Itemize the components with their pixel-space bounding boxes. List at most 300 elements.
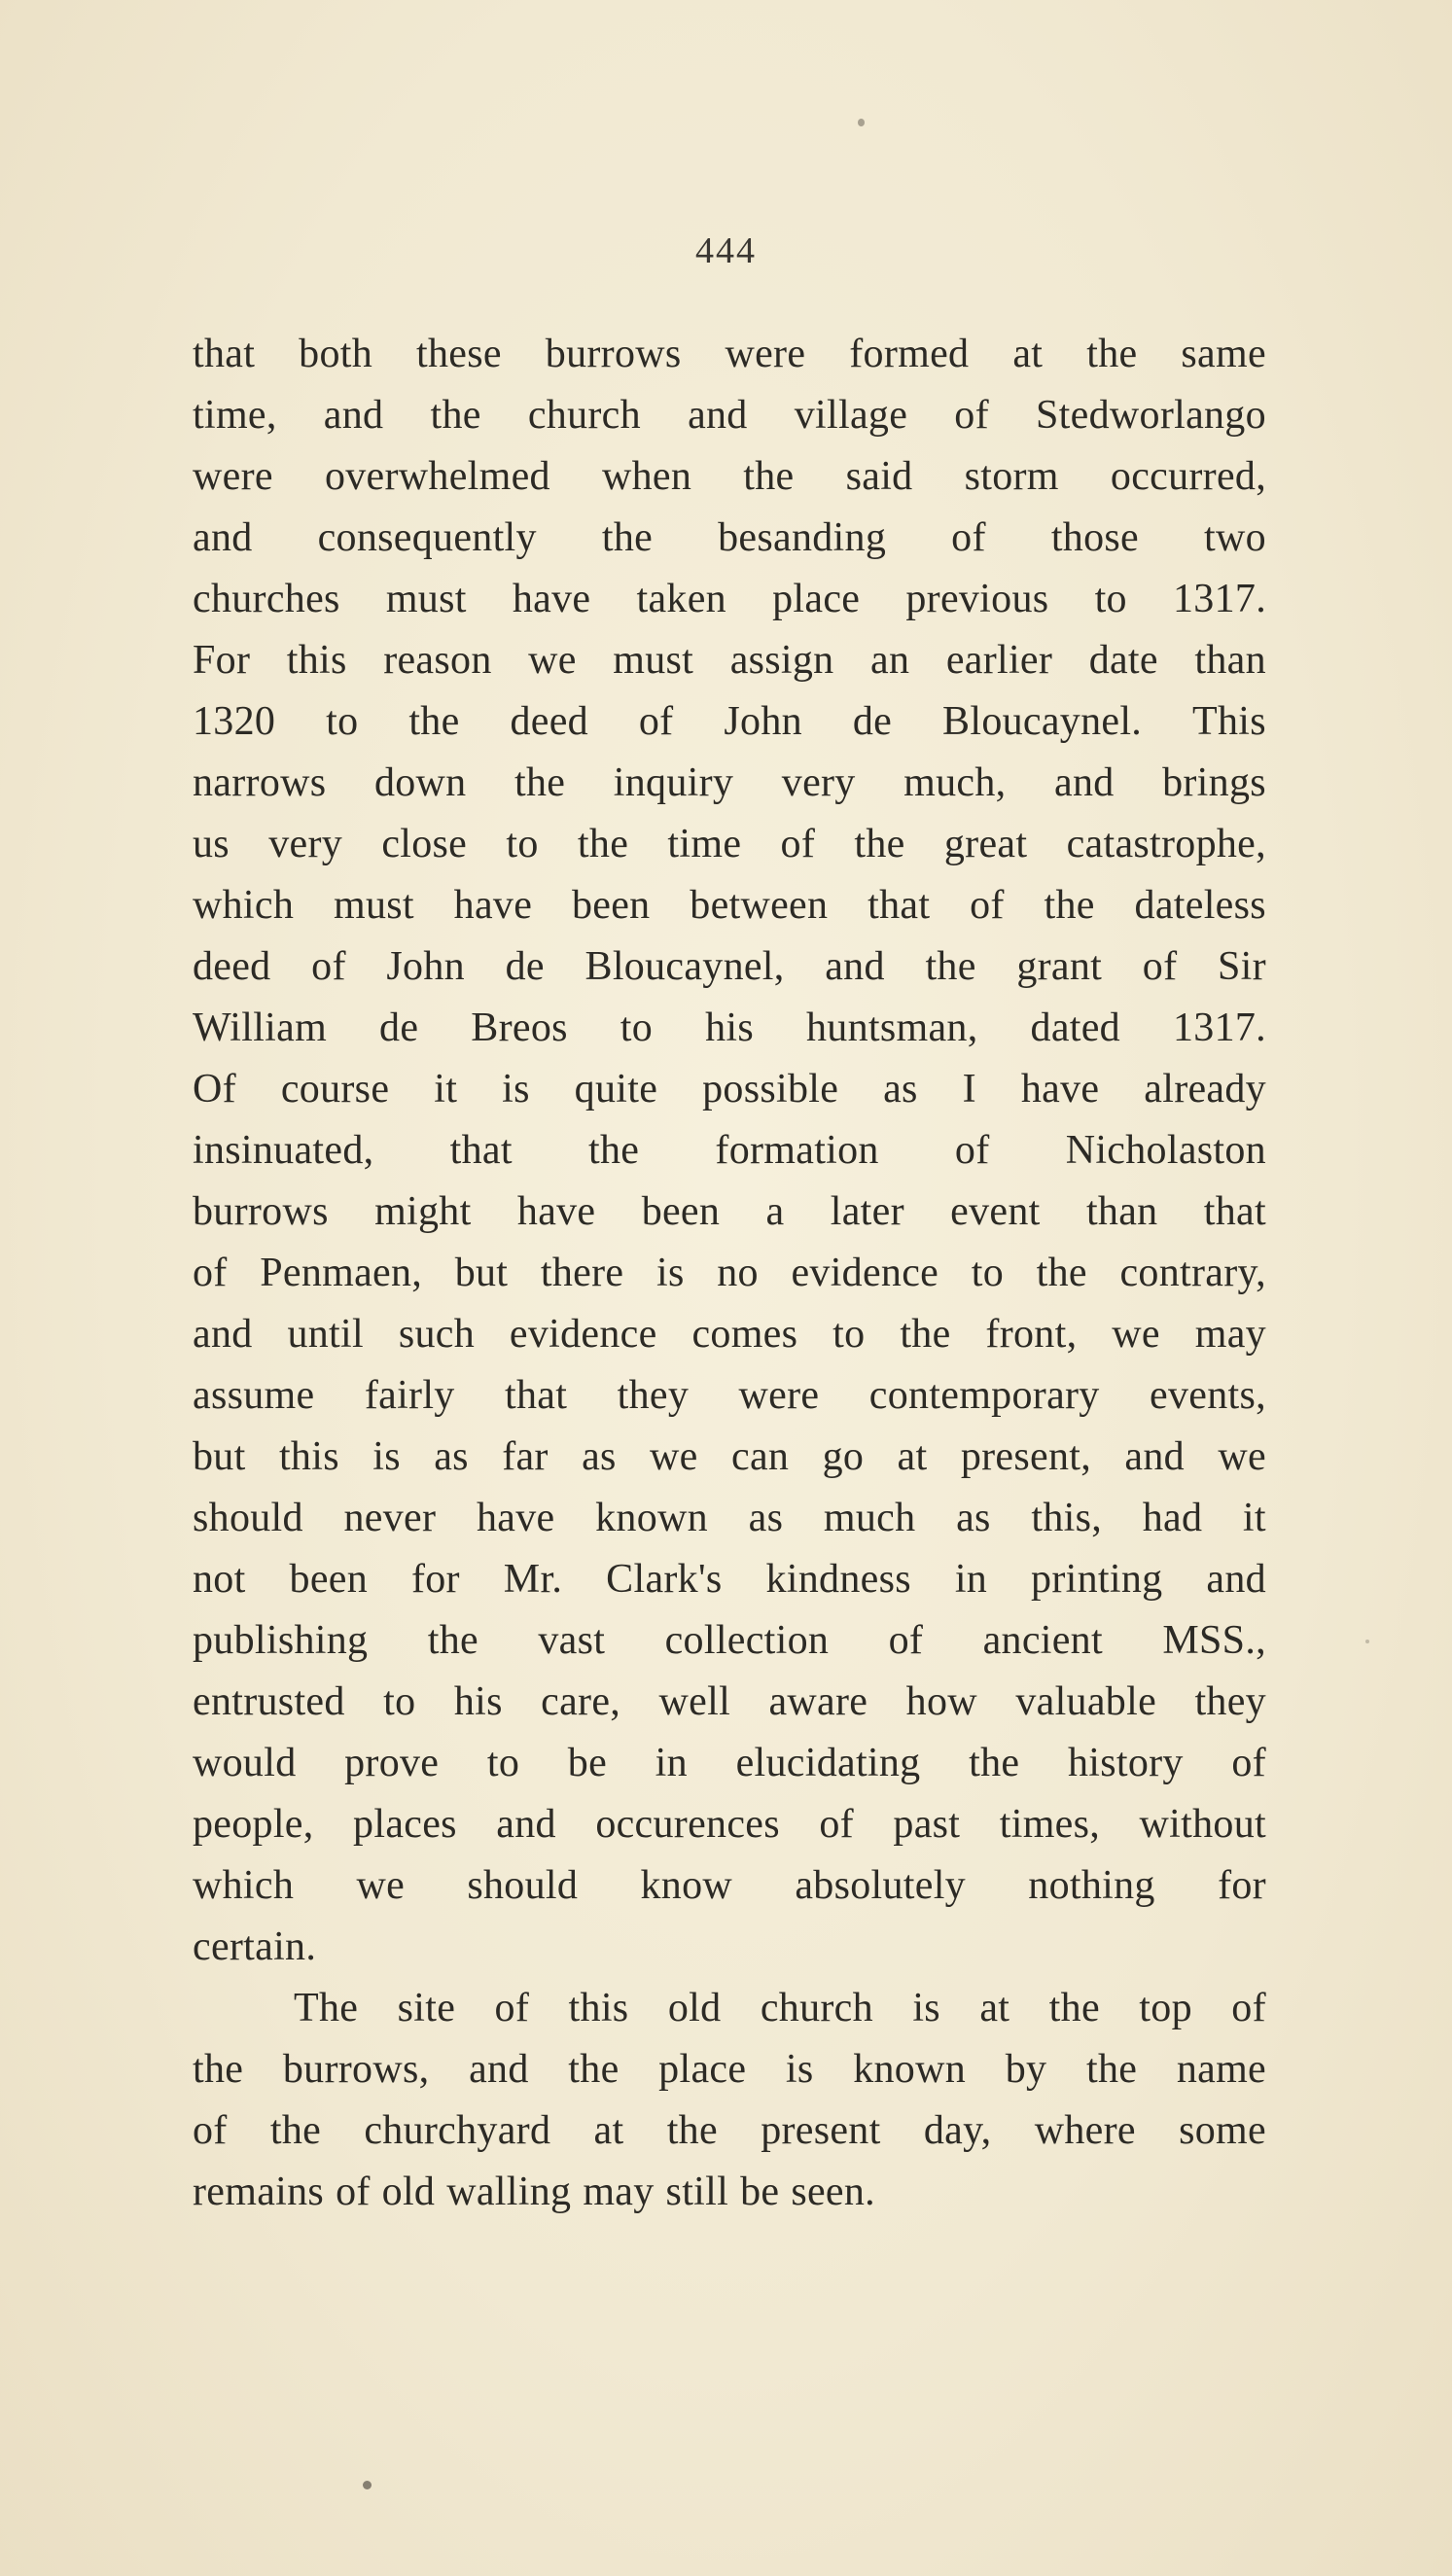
word: the <box>1048 1986 1100 2030</box>
word: how <box>905 1679 977 1724</box>
word: and <box>323 393 384 438</box>
word: the <box>969 1741 1020 1785</box>
word: as <box>956 1496 991 1540</box>
word: reason <box>383 638 492 683</box>
word: certain. <box>193 1924 317 1969</box>
word: much <box>823 1496 916 1540</box>
word: present <box>761 2108 881 2153</box>
text-line <box>193 1855 1266 1917</box>
word: John <box>386 944 465 989</box>
word: to <box>506 822 539 866</box>
word: printing <box>1031 1557 1163 1602</box>
word: have <box>512 577 591 621</box>
word: This <box>1192 699 1266 744</box>
word: churchyard <box>364 2108 551 2153</box>
word: the <box>743 454 795 499</box>
word: 1320 <box>193 699 276 744</box>
word: publishing <box>193 1618 369 1663</box>
word: until <box>287 1312 364 1357</box>
text-line <box>193 1427 1266 1488</box>
word: time <box>667 822 742 866</box>
word: the <box>1085 2047 1138 2092</box>
word: is <box>372 1434 401 1479</box>
word: both <box>299 332 373 376</box>
word: The <box>294 1986 359 2030</box>
word: never <box>343 1496 437 1540</box>
word: were <box>738 1373 820 1418</box>
word: to <box>620 1006 654 1050</box>
word: kindness <box>765 1557 911 1602</box>
word: dateless <box>1134 883 1266 928</box>
word: evidence <box>509 1312 657 1357</box>
word: for <box>410 1557 460 1602</box>
ink-speck <box>858 119 865 126</box>
word: far <box>502 1434 549 1479</box>
word: which <box>193 883 295 928</box>
word: down <box>373 760 467 805</box>
word: seen. <box>791 2170 875 2214</box>
word: much, <box>903 760 1007 805</box>
word: of <box>819 1802 854 1847</box>
word: of <box>1231 1986 1266 2030</box>
word: this <box>278 1434 339 1479</box>
word: of <box>494 1986 530 2030</box>
word: church <box>760 1986 873 2030</box>
word: which <box>193 1863 295 1908</box>
word: to <box>486 1741 520 1785</box>
word: church <box>527 393 641 438</box>
word: this <box>568 1986 629 2030</box>
word: of <box>638 699 674 744</box>
text-line <box>193 569 1266 630</box>
word: close <box>381 822 468 866</box>
word: of <box>951 515 986 560</box>
word: and <box>193 515 253 560</box>
text-line <box>193 1978 1266 2039</box>
word: still <box>665 2170 729 2214</box>
word: they <box>1194 1679 1266 1724</box>
word: valuable <box>1015 1679 1157 1724</box>
text-line <box>193 1304 1266 1365</box>
text-line <box>193 2162 1266 2223</box>
word: the <box>430 393 481 438</box>
word: of <box>780 822 816 866</box>
text-line <box>193 1610 1266 1672</box>
word: old <box>381 2170 436 2214</box>
word: besanding <box>718 515 887 560</box>
word: history <box>1067 1741 1184 1785</box>
word: to <box>971 1251 1005 1295</box>
word: we <box>650 1434 698 1479</box>
word: deed <box>193 944 271 989</box>
word: to <box>1094 577 1127 621</box>
word: consequently <box>317 515 537 560</box>
word: were <box>193 454 273 499</box>
ink-speck <box>363 2481 372 2489</box>
word: vast <box>538 1618 606 1663</box>
word: of <box>193 1251 228 1295</box>
word: walling <box>446 2170 572 2214</box>
word: we <box>356 1863 406 1908</box>
text-line <box>193 1549 1266 1610</box>
word: Sir <box>1218 944 1266 989</box>
word: as <box>582 1434 617 1479</box>
word: at <box>979 1986 1010 2030</box>
word: care, <box>541 1679 621 1724</box>
word: collection <box>664 1618 830 1663</box>
word: of <box>954 1128 990 1173</box>
word: at <box>897 1434 928 1479</box>
word: the <box>408 699 460 744</box>
word: Bloucaynel, <box>584 944 785 989</box>
word: where <box>1034 2108 1136 2153</box>
text-line <box>193 875 1266 936</box>
word: have <box>453 883 533 928</box>
word: can <box>731 1434 790 1479</box>
word: MSS., <box>1162 1618 1266 1663</box>
word: contrary, <box>1119 1251 1266 1295</box>
word: course <box>280 1067 390 1112</box>
text-line <box>193 1794 1266 1855</box>
word: village <box>794 393 908 438</box>
word: by <box>1005 2047 1047 2092</box>
body-text <box>193 324 1266 2223</box>
word: nothing <box>1028 1863 1155 1908</box>
word: ancient <box>982 1618 1103 1663</box>
word: to <box>832 1312 866 1357</box>
word: storm <box>964 454 1059 499</box>
word: time, <box>193 393 277 438</box>
word: than <box>1085 1189 1158 1234</box>
word: the <box>577 822 629 866</box>
word: inquiry <box>613 760 734 805</box>
word: great <box>943 822 1028 866</box>
word: 1317. <box>1173 577 1266 621</box>
word: already <box>1144 1067 1266 1112</box>
word: that <box>449 1128 513 1173</box>
word: to <box>383 1679 416 1724</box>
text-line <box>193 998 1266 1059</box>
word: of <box>1142 944 1178 989</box>
text-line <box>193 1733 1266 1794</box>
word: have <box>476 1496 555 1540</box>
word: burrows <box>193 1189 329 1234</box>
word: times, <box>999 1802 1101 1847</box>
word: have <box>1020 1067 1100 1112</box>
word: date <box>1088 638 1158 683</box>
word: of <box>954 393 989 438</box>
word: it <box>1242 1496 1266 1540</box>
word: without <box>1139 1802 1266 1847</box>
text-line <box>193 1182 1266 1243</box>
word: the <box>427 1618 478 1663</box>
word: John <box>724 699 802 744</box>
word: burrows <box>545 332 682 376</box>
word: there <box>540 1251 624 1295</box>
word: evidence <box>791 1251 939 1295</box>
word: between <box>690 883 829 928</box>
text-line <box>193 324 1266 385</box>
word: must <box>385 577 467 621</box>
word: some <box>1179 2108 1266 2153</box>
word: elucidating <box>735 1741 921 1785</box>
word: name <box>1176 2047 1266 2092</box>
word: than <box>1194 638 1266 683</box>
word: been <box>641 1189 721 1234</box>
text-line <box>193 1917 1266 1978</box>
word: had <box>1142 1496 1203 1540</box>
word: we <box>1112 1312 1160 1357</box>
word: be <box>567 1741 608 1785</box>
word: dated <box>1030 1006 1120 1050</box>
word: such <box>398 1312 476 1357</box>
word: the <box>568 2047 620 2092</box>
word: prove <box>344 1741 440 1785</box>
word: said <box>845 454 913 499</box>
word: assign <box>729 638 834 683</box>
word: previous <box>905 577 1049 621</box>
word: the <box>601 515 654 560</box>
word: the <box>269 2108 322 2153</box>
word: the <box>1086 332 1138 376</box>
word: of <box>336 2170 371 2214</box>
word: possible <box>702 1067 839 1112</box>
word: be <box>740 2170 780 2214</box>
word: occurences <box>595 1802 780 1847</box>
word: for <box>1218 1863 1266 1908</box>
word: his <box>453 1679 503 1724</box>
word: as <box>748 1496 784 1540</box>
word: as <box>434 1434 469 1479</box>
word: when <box>601 454 692 499</box>
word: very <box>268 822 343 866</box>
word: to <box>326 699 359 744</box>
word: very <box>781 760 856 805</box>
text-line <box>193 630 1266 691</box>
word: William <box>193 1006 328 1050</box>
text-line <box>193 753 1266 814</box>
word: day, <box>923 2108 992 2153</box>
word: brings <box>1162 760 1266 805</box>
paragraph <box>193 1978 1266 2223</box>
word: but <box>193 1434 246 1479</box>
word: these <box>416 332 502 376</box>
word: taken <box>636 577 726 621</box>
word: not <box>193 1557 246 1602</box>
word: might <box>374 1189 472 1234</box>
word: should <box>193 1496 303 1540</box>
word: the <box>588 1128 640 1173</box>
word: burrows, <box>282 2047 430 2092</box>
word: de <box>852 699 893 744</box>
word: people, <box>193 1802 314 1847</box>
word: Mr. <box>503 1557 563 1602</box>
word: an <box>870 638 910 683</box>
word: the <box>854 822 905 866</box>
text-line <box>193 936 1266 998</box>
word: should <box>467 1863 579 1908</box>
word: no <box>717 1251 759 1295</box>
word: of <box>1231 1741 1266 1785</box>
word: Breos <box>471 1006 568 1050</box>
word: known <box>595 1496 708 1540</box>
text-line <box>193 1365 1266 1427</box>
ink-speck <box>1365 1640 1369 1643</box>
word: that <box>1203 1189 1266 1234</box>
word: have <box>516 1189 596 1234</box>
word: at <box>1012 332 1044 376</box>
word: those <box>1050 515 1139 560</box>
text-line <box>193 691 1266 753</box>
word: site <box>397 1986 456 2030</box>
word: in <box>655 1741 688 1785</box>
word: it <box>434 1067 458 1112</box>
word: that <box>868 883 931 928</box>
text-line <box>193 385 1266 446</box>
word: aware <box>768 1679 868 1724</box>
word: Stedworlango <box>1036 393 1266 438</box>
word: insinuated, <box>193 1128 374 1173</box>
word: Clark's <box>606 1557 723 1602</box>
word: comes <box>691 1312 798 1357</box>
word: is <box>502 1067 530 1112</box>
word: but <box>454 1251 509 1295</box>
word: events, <box>1150 1373 1266 1418</box>
word: grant <box>1016 944 1103 989</box>
text-line <box>193 1120 1266 1182</box>
word: and <box>496 1802 556 1847</box>
word: narrows <box>193 760 327 805</box>
word: place <box>658 2047 747 2092</box>
word: and <box>1206 1557 1266 1602</box>
word: Penmaen, <box>260 1251 423 1295</box>
word: his <box>705 1006 754 1050</box>
word: that <box>193 332 256 376</box>
word: is <box>785 2047 814 2092</box>
word: deed <box>510 699 588 744</box>
text-line <box>193 1243 1266 1304</box>
text-line <box>193 1488 1266 1549</box>
text-line <box>193 2039 1266 2100</box>
word: and <box>825 944 885 989</box>
text-line <box>193 1059 1266 1120</box>
text-line <box>193 1672 1266 1733</box>
word: of <box>888 1618 924 1663</box>
word: would <box>193 1741 297 1785</box>
word: may <box>583 2170 655 2214</box>
word: earlier <box>945 638 1053 683</box>
word: fairly <box>364 1373 455 1418</box>
word: I <box>962 1067 976 1112</box>
word: of <box>311 944 346 989</box>
word: in <box>954 1557 988 1602</box>
word: this <box>286 638 347 683</box>
word: this, <box>1031 1496 1103 1540</box>
word: and <box>688 393 748 438</box>
page-number: 444 <box>695 230 757 271</box>
word: must <box>613 638 694 683</box>
word: the <box>666 2108 718 2153</box>
word: catastrophe, <box>1066 822 1266 866</box>
word: entrusted <box>193 1679 345 1724</box>
word: go <box>822 1434 865 1479</box>
word: occurred, <box>1110 454 1266 499</box>
word: top <box>1139 1986 1192 2030</box>
word: been <box>571 883 651 928</box>
word: may <box>1194 1312 1266 1357</box>
word: For <box>193 638 251 683</box>
text-line <box>193 814 1266 875</box>
word: of <box>970 883 1005 928</box>
word: we <box>528 638 577 683</box>
word: the <box>1044 883 1095 928</box>
word: churches <box>193 577 340 621</box>
word: as <box>883 1067 918 1112</box>
text-line <box>193 446 1266 508</box>
word: absolutely <box>795 1863 966 1908</box>
word: old <box>667 1986 722 2030</box>
text-line <box>193 508 1266 569</box>
word: at <box>593 2108 624 2153</box>
word: must <box>333 883 414 928</box>
word: place <box>772 577 861 621</box>
word: the <box>514 760 566 805</box>
text-line <box>193 2100 1266 2162</box>
word: know <box>640 1863 733 1908</box>
word: the <box>925 944 976 989</box>
word: we <box>1218 1434 1266 1479</box>
word: overwhelmed <box>324 454 550 499</box>
word: of <box>193 2108 228 2153</box>
word: past <box>893 1802 961 1847</box>
word: contemporary <box>868 1373 1100 1418</box>
word: that <box>505 1373 568 1418</box>
word: is <box>912 1986 940 2030</box>
word: Of <box>193 1067 236 1112</box>
word: 1317. <box>1172 1006 1266 1050</box>
word: is <box>655 1251 685 1295</box>
word: been <box>289 1557 369 1602</box>
word: de <box>379 1006 419 1050</box>
word: the <box>1036 1251 1087 1295</box>
word: Bloucaynel. <box>942 699 1143 744</box>
word: same <box>1181 332 1266 376</box>
word: event <box>950 1189 1041 1234</box>
word: huntsman, <box>806 1006 978 1050</box>
word: de <box>505 944 545 989</box>
paragraph <box>193 324 1266 1978</box>
word: places <box>353 1802 457 1847</box>
word: front, <box>985 1312 1078 1357</box>
word: they <box>617 1373 690 1418</box>
word: formation <box>715 1128 879 1173</box>
word: and <box>1054 760 1115 805</box>
word: and <box>193 1312 253 1357</box>
word: Nicholaston <box>1065 1128 1266 1173</box>
word: formed <box>849 332 970 376</box>
word: us <box>193 822 230 866</box>
word: remains <box>193 2170 325 2214</box>
word: assume <box>193 1373 315 1418</box>
word: and <box>469 2047 529 2092</box>
word: known <box>853 2047 967 2092</box>
word: well <box>658 1679 731 1724</box>
word: a <box>765 1189 785 1234</box>
word: the <box>193 2047 244 2092</box>
word: two <box>1204 515 1266 560</box>
word: the <box>900 1312 951 1357</box>
word: later <box>830 1189 904 1234</box>
